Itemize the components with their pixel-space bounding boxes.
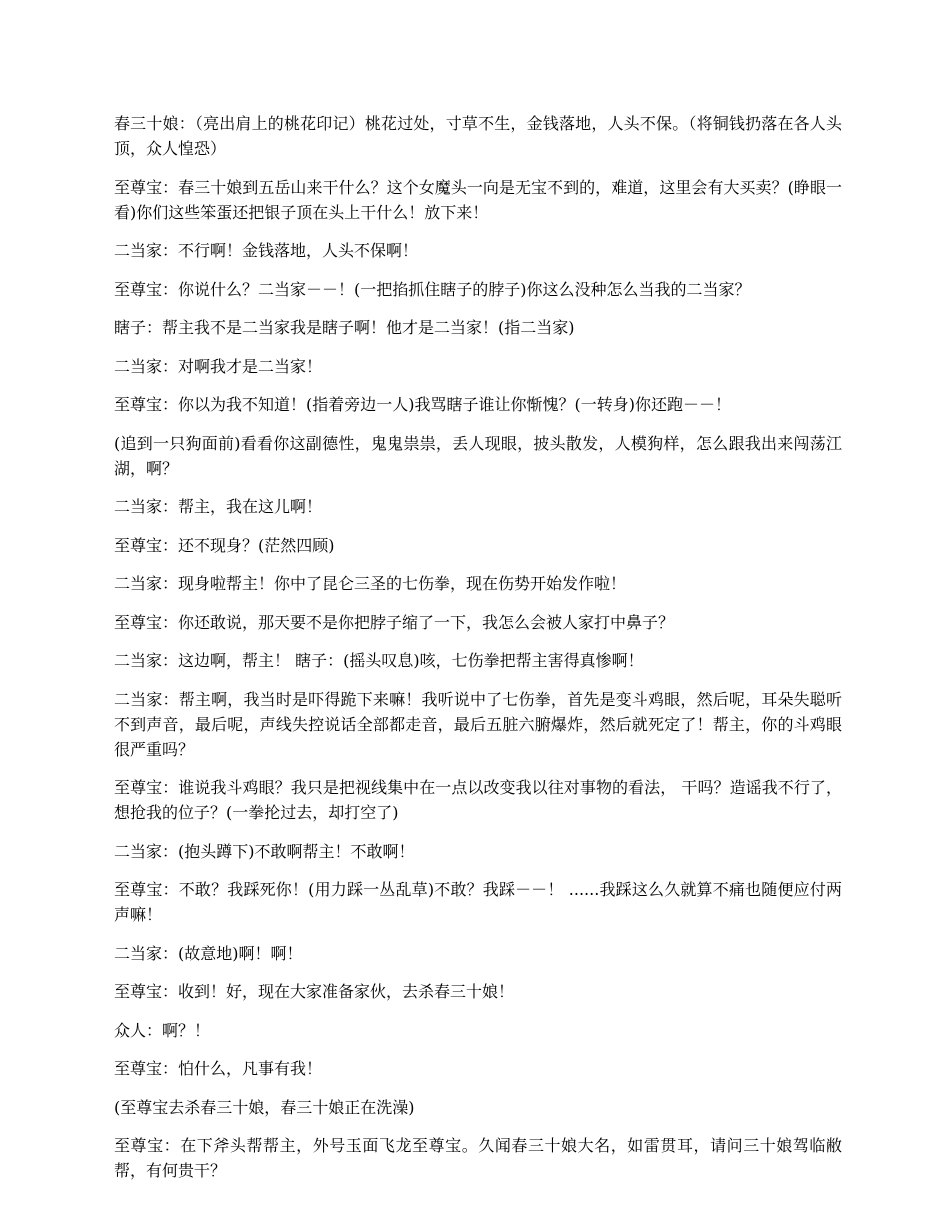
dialogue-paragraph: 二当家：对啊我才是二当家！ [114,356,323,376]
dialogue-paragraph: 二当家：帮主，我在这儿啊！ [114,497,323,516]
dialogue-paragraph: 二当家：现身啦帮主！你中了昆仑三圣的七伤拳，现在伤势开始发作啦！ [114,574,627,593]
dialogue-paragraph: 至尊宝：怕什么，凡事有我！ [114,1059,323,1078]
dialogue-paragraph: 二当家：不行啊！金钱落地，人头不保啊！ [114,241,419,260]
dialogue-paragraph: 二当家：(故意地)啊！啊！ [114,943,303,963]
stage-direction-paragraph: (至尊宝去杀春三十娘，春三十娘正在洗澡) [114,1097,415,1117]
dialogue-paragraph: 至尊宝：收到！好，现在大家准备家伙，去杀春三十娘！ [114,982,515,1001]
dialogue-paragraph: 至尊宝：春三十娘到五岳山来干什么？这个女魔头一向是无宝不到的，难道，这里会有大买卖？(睁眼一看)你们这些笨蛋还把银子顶在头上干什么！放下来！ [114,177,842,222]
dialogue-paragraph: 至尊宝：不敢？我踩死你！(用力踩一丛乱草)不敢？我踩－－！ ......我踩这么久就算不痛也随便应付两声嘛！ [114,880,842,924]
dialogue-paragraph: 二当家：这边啊，帮主！ 瞎子：(摇头叹息)咳，七伤拳把帮主害得真惨啊！ [114,651,644,670]
dialogue-paragraph: 瞎子：帮主我不是二当家我是瞎子啊！他才是二当家！(指二当家) [114,318,575,337]
dialogue-paragraph: 至尊宝：你说什么？二当家－－！(一把掐抓住瞎子的脖子)你这么没种怎么当我的二当家？ [114,279,751,299]
dialogue-paragraph: 二当家：帮主啊，我当时是吓得跪下来嘛！我听说中了七伤拳，首先是变斗鸡眼，然后呢，耳朵失聪听不到声音，最后呢，声线失控说话全部都走音，最后五脏六腑爆炸，然后就死定了！帮主，你的斗鸡眼很严重吗？ [114,689,842,759]
dialogue-paragraph: 至尊宝：你还敢说，那天要不是你把脖子缩了一下，我怎么会被人家打中鼻子？ [114,612,675,632]
dialogue-paragraph: 众人：啊？！ [114,1020,211,1040]
dialogue-paragraph: 至尊宝：在下斧头帮帮主，外号玉面飞龙至尊宝。久闻春三十娘大名，如雷贯耳，请问三十娘驾临敝帮，有何贵干？ [114,1136,842,1180]
dialogue-paragraph: 至尊宝：谁说我斗鸡眼？我只是把视线集中在一点以改变我以往对事物的看法， 干吗？造谣我不行了，想抢我的位子？(一拳抡过去，却打空了) [114,778,842,822]
dialogue-paragraph: 春三十娘：（亮出肩上的桃花印记）桃花过处，寸草不生，金钱落地，人头不保。（将铜钱扔落在各人头顶，众人惶恐） [114,114,842,158]
document-body [114,111,842,1197]
dialogue-paragraph: 至尊宝：你以为我不知道！(指着旁边一人)我骂瞎子谁让你惭愧？(一转身)你还跑－－！ [114,395,731,414]
dialogue-paragraph: 至尊宝：还不现身？(茫然四顾) [114,535,335,555]
dialogue-paragraph: 二当家：(抱头蹲下)不敢啊帮主！不敢啊！ [114,841,415,861]
dialogue-paragraph: (追到一只狗面前)看看你这副德性，鬼鬼祟祟，丢人现眼，披头散发，人模狗样，怎么跟我出来闯荡江湖，啊？ [114,433,842,478]
